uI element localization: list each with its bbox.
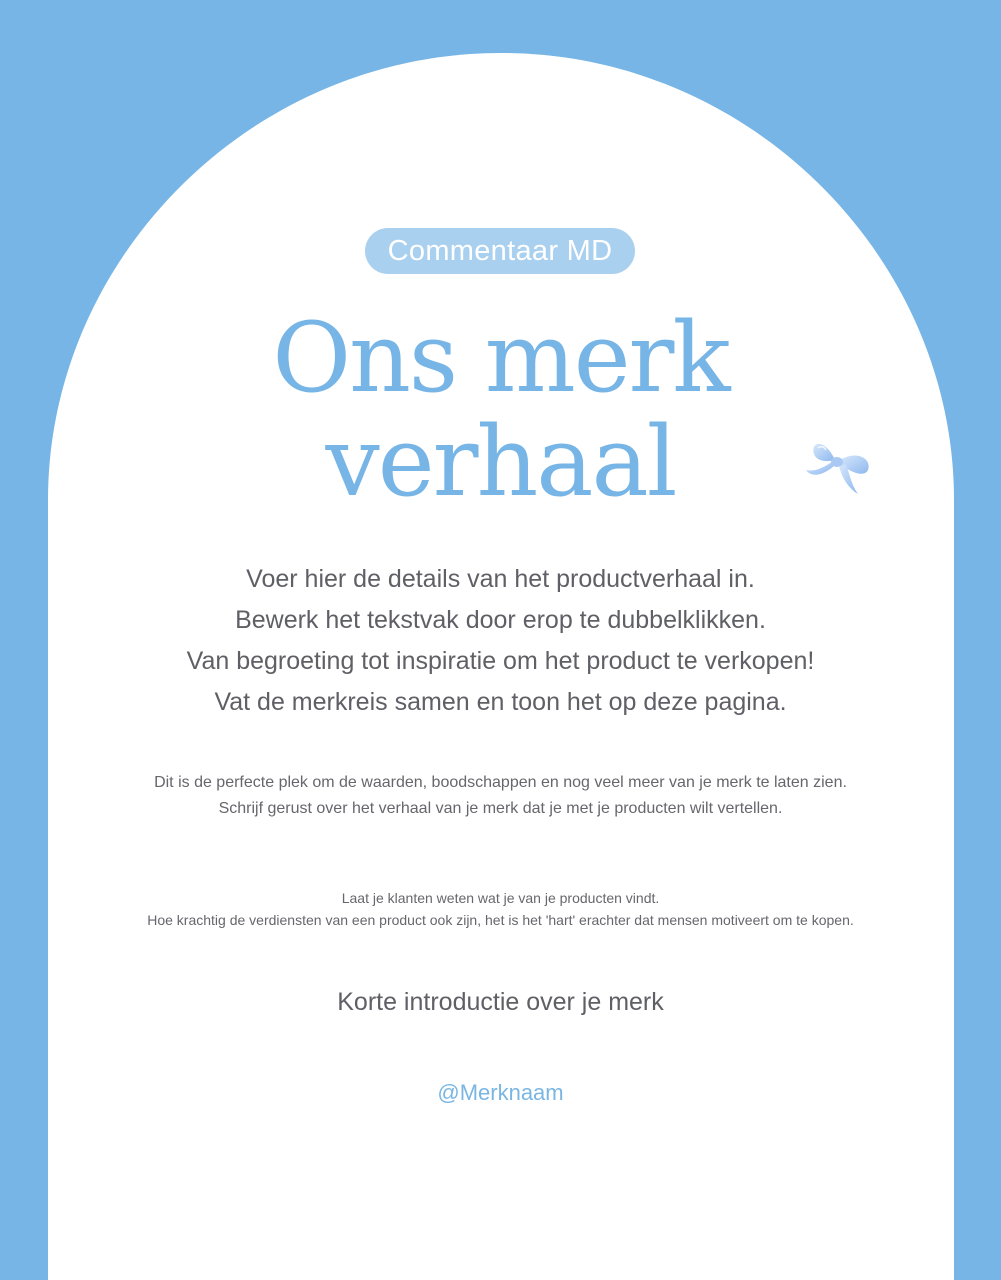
lead-line: Voer hier de details van het productverhaal in. xyxy=(246,565,755,593)
lead-line: Van begroeting tot inspiratie om het product te verkopen! xyxy=(186,647,815,675)
brand-intro: Korte introductie over je merk xyxy=(337,988,664,1016)
lead-line: Vat de merkreis samen en toon het op deze pagina. xyxy=(214,688,787,716)
values-paragraph xyxy=(0,770,1001,822)
brand-handle: @Merknaam xyxy=(437,1080,564,1105)
page-title-line-2: verhaal xyxy=(325,406,676,518)
ribbon-bow-icon xyxy=(802,428,876,502)
heart-paragraph xyxy=(0,887,1001,931)
page-title-line-1: Ons merk xyxy=(272,302,729,414)
heart-line: Hoe krachtig de verdiensten van een product ook zijn, het is het 'hart' erachter dat mensen motiveert om te kopen. xyxy=(147,912,854,928)
heart-line: Laat je klanten weten wat je van je producten vindt. xyxy=(341,890,660,906)
comment-badge: Commentaar MD xyxy=(365,228,635,274)
values-line: Dit is de perfecte plek om de waarden, boodschappen en nog veel meer van je merk te laten zien. xyxy=(154,774,847,791)
lead-line: Bewerk het tekstvak door erop te dubbelklikken. xyxy=(235,606,766,634)
values-line: Schrijf gerust over het verhaal van je merk dat je met je producten wilt vertellen. xyxy=(218,800,783,817)
lead-paragraph xyxy=(0,559,1001,723)
